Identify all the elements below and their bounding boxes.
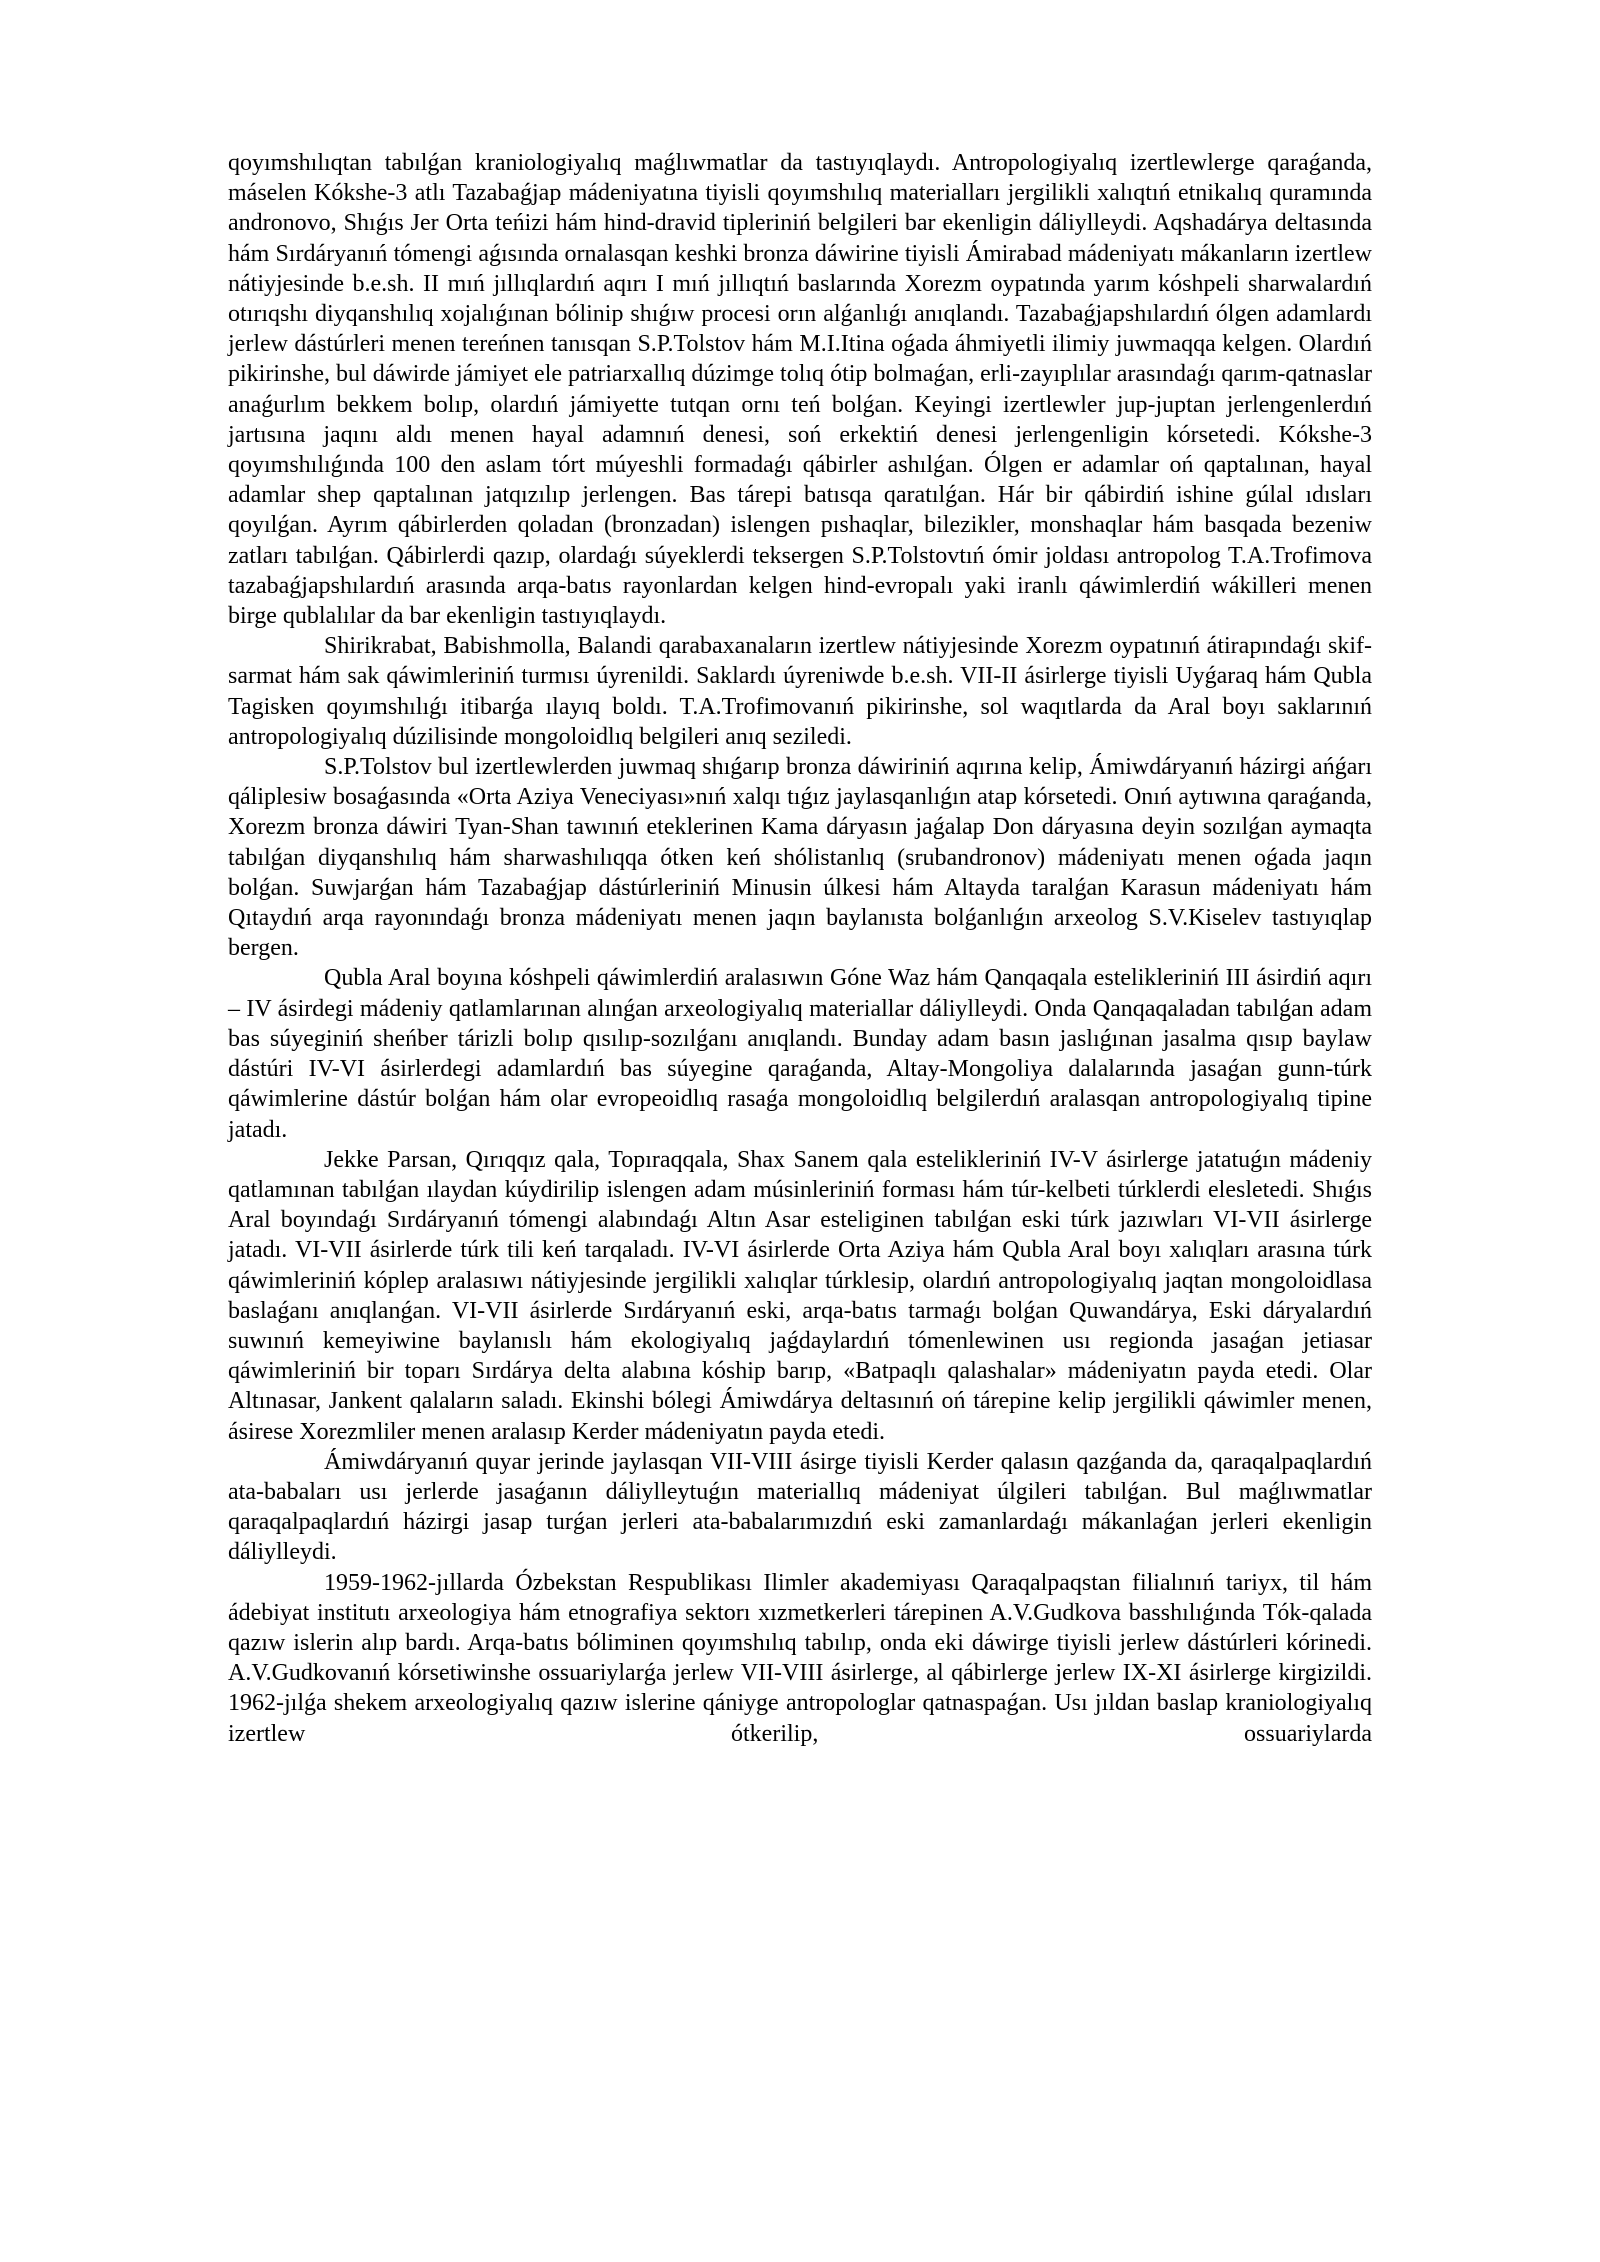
paragraph-6: Ámiwdáryanıń quyar jerinde jaylasqan VII-VIII ásirge tiyisli Kerder qalasın qazǵanda da, qaraqalpaqlardıń ata-babaları usı jerlerde jasaǵanın dáliylleytuǵın materiallıq mádeniyat úlgileri tabılǵan. Bul maǵlıwmatlar qaraqalpaqlardıń házirgi jasap turǵan jerleri ata-babalarımızdıń eski zamanlardaǵı mákanlaǵan jerleri ekenligin dáliylleydi. [228,1448,1372,1566]
paragraph-2: Shirikrabat, Babishmolla, Balandi qarabaxanaların izertlew nátiyjesinde Xorezm oypatınıń átirapındaǵı skif-sarmat hám sak qáwimleriniń turmısı úyrenildi. Saklardı úyreniwde b.e.sh. VII-II ásirlerge tiyisli Uyǵaraq hám Qubla Tagisken qoyımshılıǵı itibarǵa ılayıq boldı. T.A.Trofimovanıń pikirinshe, sol waqıtlarda da Aral boyı saklarınıń antropologiyalıq dúzilisinde mongoloidlıq belgileri anıq seziledi. [228,633,1372,750]
paragraph-7: 1959-1962-jıllarda Ózbekstan Respublikası Ilimler akademiyası Qaraqalpaqstan filialınıń tariyx, til hám ádebiyat institutı arxeologiya hám etnografiya sektorı xızmetkerleri tárepinen A.V.Gudkova basshılıǵında Tók-qalada qazıw islerin alıp bardı. Arqa-batıs bóliminen qoyımshılıq tabılıp, onda eki dáwirge tiyisli jerlew dástúrleri kórinedi. A.V.Gudkovanıń kórsetiwinshe ossuariylarǵa jerlew VII-VIII ásirlerge, al qábirlerge jerlew IX-XI ásirlerge kirgizildi. 1962-jılǵa shekem arxeologiyalıq qazıw islerine qániyge antropologlar qatnaspaǵan. Usı jıldan baslap kraniologiyalıq izertlew ótkerilip, ossuariylarda [228,1569,1372,1747]
paragraph-1: qoyımshılıqtan tabılǵan kraniologiyalıq maǵlıwmatlar da tastıyıqlaydı. Antropologiyalıq izertlewlerge qaraǵanda, máselen Kókshe-3 atlı Tazabaǵjap mádeniyatına tiyisli qoyımshılıq materialları jergilikli xalıqtıń etnikalıq quramında andronovo, Shıǵıs Jer Orta teńizi hám hind-dravid tipleriniń belgileri bar ekenligin dáliylleydi. Aqshadárya deltasında hám Sırdáryanıń tómengi aǵısında ornalasqan keshki bronza dáwirine tiyisli Ámirabad mádeniyatı mákanların izertlew nátiyjesinde b.e.sh. II mıń jıllıqlardıń aqırı I mıń jıllıqtıń baslarında Xorezm oypatında yarım kóshpeli sharwalardıń otırıqshı diyqanshılıq xojalıǵınan bólinip shıǵıw procesi orın alǵanlıǵı anıqlandı. Tazabaǵjapshılardıń ólgen adamlardı jerlew dástúrleri menen tereńnen tanısqan S.P.Tolstov hám M.I.Itina oǵada áhmiyetli ilimiy juwmaqqa kelgen. Olardıń pikirinshe, bul dáwirde jámiyet ele patriarxallıq dúzimge tolıq ótip bolmaǵan, erli-zayıplılar arasındaǵı qarım-qatnaslar anaǵurlım bekkem bolıp, olardıń jámiyette tutqan ornı teń bolǵan. Keyingi izertlewler jup-juptan jerlengenlerdıń jartısına jaqını aldı menen hayal adamnıń denesi, soń erkektiń denesi jerlengenligin kórsetedi. Kókshe-3 qoyımshılıǵında 100 den aslam tórt múyeshli formadaǵı qábirler ashılǵan. Ólgen er adamlar oń qaptalınan, hayal adamlar shep qaptalınan jatqızılıp jerlengen. Bas tárepi batısqa qaratılǵan. Hár bir qábirdiń ishine gúlal ıdısları qoyılǵan. Ayrım qábirlerden qoladan (bronzadan) islengen pıshaqlar, bilezikler, monshaqlar hám basqada bezeniw zatları tabılǵan. Qábirlerdi qazıp, olardaǵı súyeklerdi teksergen S.P.Tolstovtıń ómir joldası antropolog T.A.Trofimova tazabaǵjapshılardıń arasında arqa-batıs rayonlardan kelgen hind-evropalı yaki iranlı qáwimlerdiń wákilleri menen birge qublalılar da bar ekenligin tastıyıqlaydı. [228,150,1372,630]
paragraph-5: Jekke Parsan, Qırıqqız qala, Topıraqqala, Shax Sanem qala esteliklerіniń IV-V ásirlerge jatatuǵın mádeniy qatlamınan tabılǵan ılaydan kúydirilip islengen adam músinleriniń forması hám túr-kelbeti túrklerdi elesletedi. Shıǵıs Aral boyındaǵı Sırdáryanıń tómengi alabındaǵı Altın Asar esteliginen tabılǵan eski túrk jazıwları VI-VII ásirlerge jatadı. VI-VII ásirlerde túrk tili keń tarqaladı. IV-VI ásirlerde Orta Aziya hám Qubla Aral boyı xalıqları arasına túrk qáwimleriniń kóplep aralasıwı nátiyjesinde jergilikli xalıqlar túrklesip, olardıń antropologiyalıq jaqtan mongoloidlasa baslaǵanı anıqlanǵan. VI-VII ásirlerde Sırdáryanıń eski, arqa-batıs tarmaǵı bolǵan Quwandárya, Eski dáryalardıń suwınıń kemeyiwine baylanıslı hám ekologiyalıq jaǵdaylardıń tómenlewinen usı regionda jasaǵan jetiasar qáwimleriniń bir toparı Sırdárya delta alabına kóship barıp, «Batpaqlı qalashalar» mádeniyatın payda etedi. Olar Altınasar, Jankent qalaların saladı. Ekinshi bólegi Ámiwdárya deltasınıń oń tárepine kelip jergilikli qáwimler menen, ásirese Xorezmliler menen aralasıp Kerder mádeniyatın payda etedi. [228,1146,1372,1445]
paragraph-3: S.P.Tolstov bul izertlewlerden juwmaq shıǵarıp bronza dáwiriniń aqırına kelip, Ámiwdáryanıń házirgi ańǵarı qáliplesiw bosaǵasında «Orta Aziya Veneciyası»nıń xalqı tıǵız jaylasqanlıǵın atap kórsetedi. Onıń aytıwına qaraǵanda, Xorezm bronza dáwiri Tyan-Shan tawınıń eteklerinen Kama dáryasın jaǵalap Don dáryasına deyin sozılǵan aymaqta tabılǵan diyqanshılıq hám sharwashılıqqa ótken keń shólistanlıq (srubandronov) mádeniyatı menen oǵada jaqın bolǵan. Suwjarǵan hám Tazabaǵjap dástúrleriniń Minusin úlkesi hám Altayda taralǵan Karasun mádeniyatı hám Qıtaydıń arqa rayonındaǵı bronza mádeniyatı menen jaqın baylanısta bolǵanlıǵın arxeolog S.V.Kiselev tastıyıqlap bergen. [228,754,1372,962]
paragraph-4: Qubla Aral boyına kóshpeli qáwimlerdiń aralasıwın Góne Waz hám Qanqaqala esteliklerіniń III ásirdiń aqırı – IV ásirdegi mádeniy qatlamlarınan alınǵan arxeologiyalıq materiallar dáliylleydi. Onda Qanqaqaladan tabılǵan adam bas súyeginiń sheńber tárizli bolıp qısılıp-sozılǵanı anıqlandı. Bunday adam basın jaslıǵınan jasalma qısıp baylaw dástúri IV-VI ásirlerdegi adamlardıń bas súyegine qaraǵanda, Altay-Mongoliya dalalarında jasaǵan gunn-túrk qáwimlerine dástúr bolǵan hám olar evropeoidlıq rasaǵa mongoloidlıq belgilerdıń aralasqan antropologiyalıq tipine jatadı. [228,965,1372,1143]
document-page [228,148,1372,1749]
